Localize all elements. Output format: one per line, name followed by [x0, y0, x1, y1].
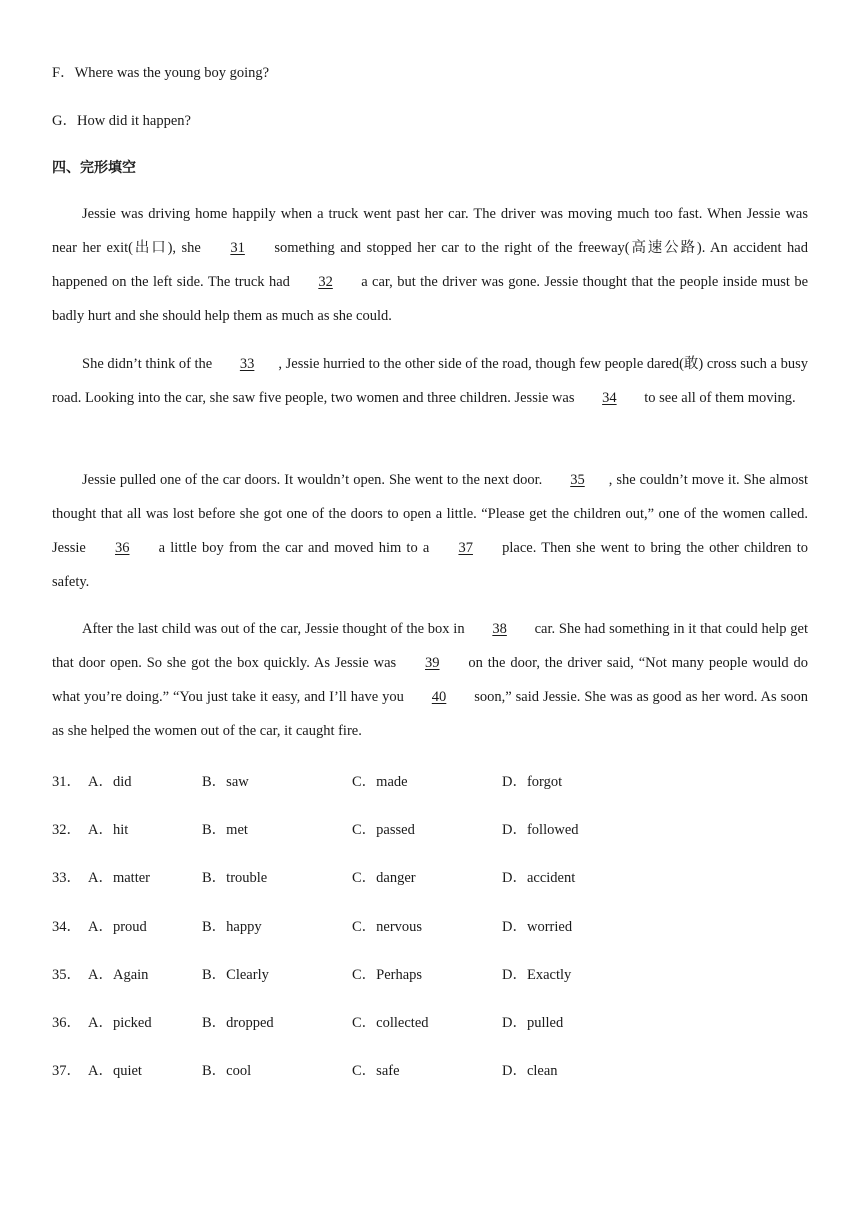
- p3-text-4: place. Then she went to bring the other children to safety.: [52, 540, 808, 590]
- option-g-text: How did it happen?: [76, 113, 191, 129]
- blank-40: [408, 689, 471, 705]
- option-c: C．collected: [352, 1015, 429, 1031]
- option-c: C．safe: [352, 1063, 400, 1079]
- option-d: D．pulled: [502, 1015, 564, 1031]
- blank-38: [468, 621, 531, 637]
- p2-text-1: She didn’t think of the: [82, 356, 216, 372]
- blank-38-number: 38: [492, 621, 507, 637]
- p1-text-3: a car, but the driver was gone. Jessie thought that the people inside must be badly hurt and she should help them as much as she could.: [52, 274, 809, 324]
- option-a: A．matter: [88, 870, 151, 886]
- option-d: D．clean: [502, 1063, 558, 1079]
- section-heading: 四、完形填空: [52, 160, 136, 176]
- p3-text-2: , she couldn’t move it. She almost thought that all was lost before she got one of the doors to open a little. “Please get the children out,” one of the women called. Jessie: [52, 472, 808, 556]
- option-a: A．picked: [88, 1015, 152, 1031]
- option-f: [52, 61, 269, 82]
- question-number: 31．: [52, 774, 81, 790]
- option-c: C．Perhaps: [352, 967, 423, 983]
- option-a: A．did: [88, 774, 132, 790]
- p4-text-1: After the last child was out of the car, Jessie thought of the box in: [82, 621, 469, 637]
- blank-31-number: 31: [230, 240, 245, 256]
- blank-32-number: 32: [318, 274, 333, 290]
- blank-35: [546, 472, 609, 488]
- blank-39-number: 39: [425, 655, 440, 671]
- option-d: D．followed: [502, 822, 579, 838]
- option-f-label: F．: [52, 65, 75, 81]
- passage-paragraph-3: [52, 463, 808, 599]
- p3-text-3: a little boy from the car and moved him to a: [153, 540, 435, 556]
- p2-text-3: to see all of them moving.: [640, 390, 796, 406]
- option-a: A．proud: [88, 919, 147, 935]
- p4-text-2: car. She had something in it that could help get that door open. So she got the box quickly. As Jessie was: [52, 621, 808, 671]
- blank-36: [91, 540, 154, 556]
- question-number: 33．: [52, 870, 81, 886]
- option-c: C．passed: [352, 822, 415, 838]
- option-b: B．Clearly: [202, 967, 269, 983]
- question-number: 37．: [52, 1063, 81, 1079]
- question-number: 36．: [52, 1015, 81, 1031]
- blank-31: [206, 240, 269, 256]
- option-a: A．hit: [88, 822, 129, 838]
- blank-33-number: 33: [239, 356, 255, 372]
- blank-34-number: 34: [602, 390, 617, 406]
- passage-paragraph-4: [52, 612, 808, 748]
- p1-text-1: Jessie was driving home happily when a truck went past her car. The driver was moving much too fast. When Jessie was near her exit(出口), she: [52, 206, 808, 256]
- blank-33: [216, 356, 279, 372]
- option-c: C．danger: [352, 870, 416, 886]
- p4-text-4: soon,” said Jessie. She was as good as her word. As soon as she helped the women out of the car, it caught fire.: [52, 689, 809, 739]
- option-a: A．quiet: [88, 1063, 142, 1079]
- blank-36-number: 36: [115, 540, 130, 556]
- option-g-label: G．: [52, 113, 77, 129]
- option-b: B．cool: [202, 1063, 252, 1079]
- p4-text-3: on the door, the driver said, “Not many people would do what you’re doing.” “You just take it easy, and I’ll have you: [52, 655, 808, 705]
- option-d: D．accident: [502, 870, 576, 886]
- question-number: 34．: [52, 919, 81, 935]
- option-c: C．made: [352, 774, 408, 790]
- blank-35-number: 35: [570, 472, 585, 488]
- option-g: [52, 109, 191, 130]
- option-b: B．happy: [202, 919, 262, 935]
- question-number: 35．: [52, 967, 81, 983]
- p3-text-1: Jessie pulled one of the car doors. It wouldn’t open. She went to the next door.: [82, 472, 547, 488]
- blank-34: [578, 390, 641, 406]
- option-d: D．worried: [502, 919, 573, 935]
- blank-37-number: 37: [458, 540, 473, 556]
- option-d: D．Exactly: [502, 967, 572, 983]
- blank-37: [434, 540, 497, 556]
- question-number: 32．: [52, 822, 81, 838]
- option-a: A．Again: [88, 967, 149, 983]
- option-c: C．nervous: [352, 919, 423, 935]
- option-b: B．saw: [202, 774, 249, 790]
- blank-32: [294, 274, 357, 290]
- blank-40-number: 40: [431, 689, 447, 705]
- blank-39: [401, 655, 464, 671]
- passage-paragraph-1: [52, 197, 808, 333]
- option-d: D．forgot: [502, 774, 563, 790]
- p1-text-2: something and stopped her car to the right of the freeway(高速公路). An accident had happened on the left side. The truck had: [52, 240, 808, 290]
- option-b: B．met: [202, 822, 248, 838]
- passage-paragraph-2: [52, 347, 808, 415]
- option-b: B．trouble: [202, 870, 268, 886]
- p2-text-2: , Jessie hurried to the other side of the road, though few people dared(敢) cross such a busy road. Looking into the car, she saw five people, two women and three children. Jessie was: [52, 356, 808, 406]
- option-b: B．dropped: [202, 1015, 274, 1031]
- option-f-text: Where was the young boy going?: [74, 65, 270, 81]
